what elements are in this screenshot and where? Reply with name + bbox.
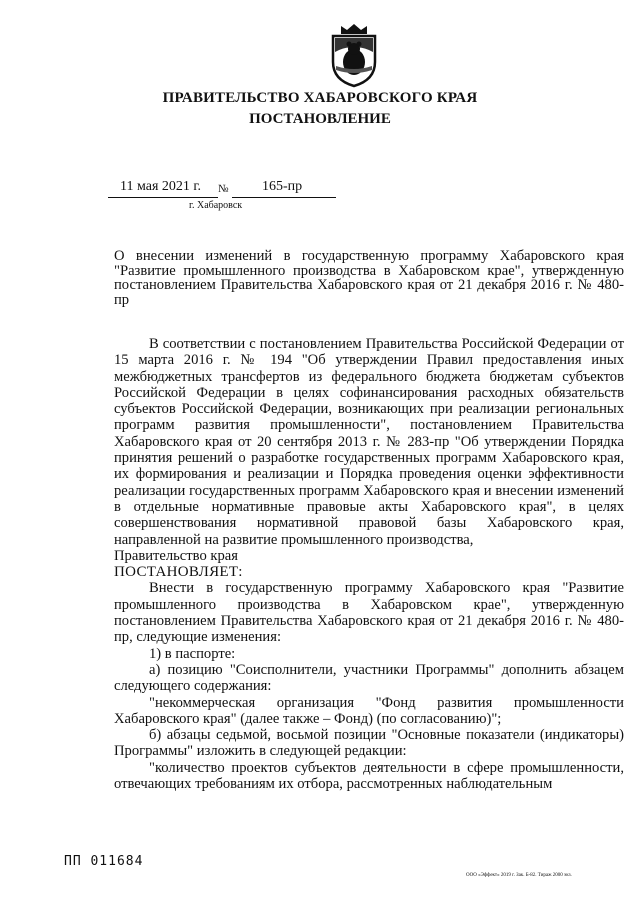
number-underline (232, 197, 336, 198)
coat-of-arms-icon (327, 22, 381, 88)
preamble-paragraph: В соответствии с постановлением Правительства Российской Федерации от 15 марта 2016 г. № 194 "Об утверждении Правил предоставления иных межбюджетных трансфертов из федерального бюджета бюджетам субъектов Российской Федерации в целях софинансирования расходных обязательств субъектов Российской Федерации, возникающих при реализации региональных программ развития промышленности", постановлением Правительства Хабаровского края от 20 сентября 2013 г. № 283-пр "Об утверждении Порядка принятия решений о разработке государственных программ Хабаровского края, их формирования и реализации и Порядка проведения оценки эффективности реализации государственных программ Хабаровского края и внесении изменений в отдельные нормативные правовые акты Хабаровского края", в целях совершенствования нормативной правовой базы Хабаровского края, направленной на развитие промышленного производства, (114, 336, 624, 548)
document-body (114, 336, 624, 792)
body-paragraph: Внести в государственную программу Хабаровского края "Развитие промышленного производства в Хабаровском крае", утвержденную постановлением Правительства Хабаровского края от 21 декабря 2016 г. № 480-пр, следующие изменения: (114, 580, 624, 646)
government-title: ПРАВИТЕЛЬСТВО ХАБАРОВСКОГО КРАЯ (162, 90, 478, 106)
body-paragraph: б) абзацы седьмой, восьмой позиции "Основные показатели (индикаторы) Программы" изложить в следующей редакции: (114, 727, 624, 760)
body-paragraph: а) позицию "Соисполнители, участники Программы" дополнить абзацем следующего содержания: (114, 661, 624, 695)
body-paragraph: "некоммерческая организация "Фонд развития промышленности Хабаровского края" (далее также – Фонд) (по согласованию)"; (114, 694, 624, 727)
document-kind: ПОСТАНОВЛЕНИЕ (249, 111, 391, 127)
document-date: 11 мая 2021 г. (120, 179, 202, 194)
document-subject: О внесении изменений в государственную программу Хабаровского края "Развитие промышленного производства в Хабаровском крае", утвержденную постановлением Правительства Хабаровского края от 21 декабря 2016 г. № 480-пр (114, 248, 624, 308)
body-paragraph: 1) в паспорте: (149, 645, 236, 662)
printer-imprint: ООО «Эффект» 2019 г. Зак. Б-82. Тираж 2000 экз. (466, 873, 572, 878)
body-paragraph: "количество проектов субъектов деятельности в сфере промышленности, отвечающих требованиям их отбора, рассмотренных наблюдательным (114, 759, 624, 793)
form-serial-code: ПП 011684 (64, 854, 144, 869)
preamble-end: Правительство края (114, 547, 238, 564)
decree-word: ПОСТАНОВЛЯЕТ: (114, 564, 243, 581)
date-underline (108, 197, 218, 198)
document-number: 165-пр (262, 179, 303, 194)
city-label: г. Хабаровск (189, 200, 243, 211)
number-sign: № (218, 183, 229, 195)
